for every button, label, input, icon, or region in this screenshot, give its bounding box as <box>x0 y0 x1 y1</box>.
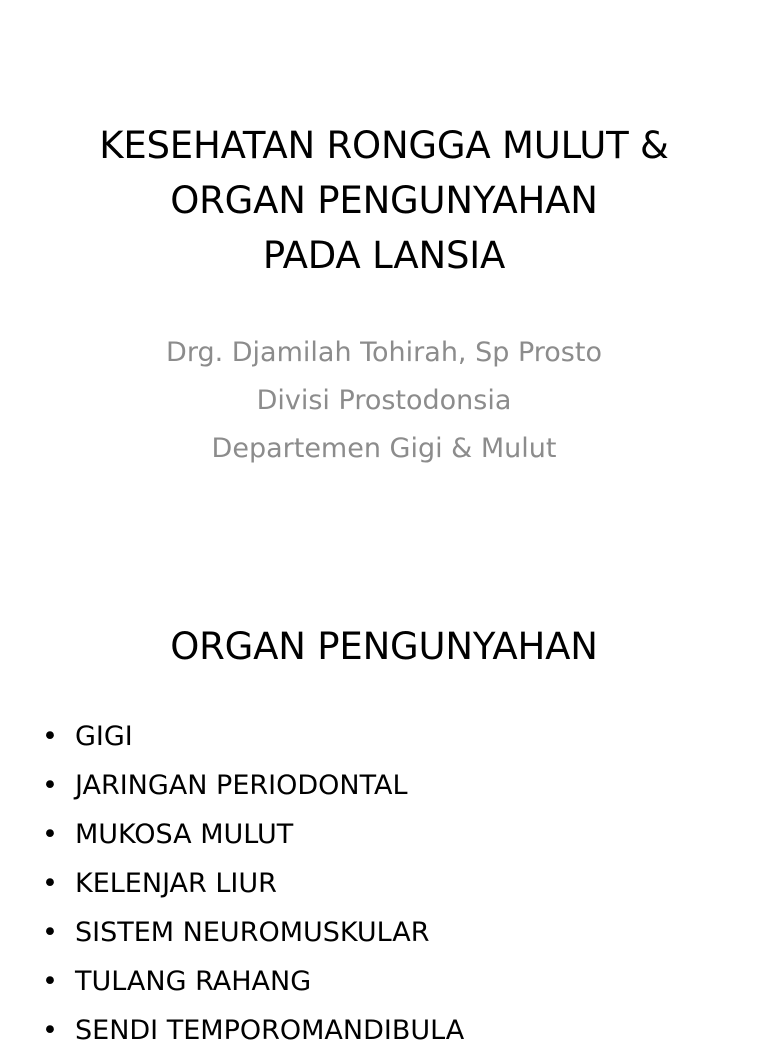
bullet-icon: • <box>42 819 58 850</box>
bullet-text: KELENJAR LIUR <box>75 868 277 899</box>
bullet-text: SENDI TEMPOROMANDIBULA <box>75 1015 465 1046</box>
bullet-text: SISTEM NEUROMUSKULAR <box>75 917 430 948</box>
author-name: Drg. Djamilah Tohirah, Sp Prosto <box>166 337 602 368</box>
presentation-subtitle <box>0 329 768 473</box>
bullet-icon: • <box>42 721 58 752</box>
bullet-text: TULANG RAHANG <box>75 966 312 997</box>
presentation-title <box>0 118 768 283</box>
bullet-text: GIGI <box>75 721 133 752</box>
bullet-icon: • <box>42 1015 58 1046</box>
bullet-icon: • <box>42 917 58 948</box>
title-line: ORGAN PENGUNYAHAN <box>170 179 598 222</box>
slide-content <box>0 576 768 1046</box>
bullet-text: MUKOSA MULUT <box>75 819 294 850</box>
division-name: Divisi Prostodonsia <box>256 385 512 416</box>
slide-heading: ORGAN PENGUNYAHAN <box>170 625 598 668</box>
department-name: Departemen Gigi & Mulut <box>211 433 557 464</box>
bullet-text: JARINGAN PERIODONTAL <box>75 770 408 801</box>
title-line: PADA LANSIA <box>262 234 506 277</box>
bullet-icon: • <box>42 868 58 899</box>
title-line: KESEHATAN RONGGA MULUT & <box>99 124 669 167</box>
bullet-icon: • <box>42 770 58 801</box>
bullet-icon: • <box>42 966 58 997</box>
